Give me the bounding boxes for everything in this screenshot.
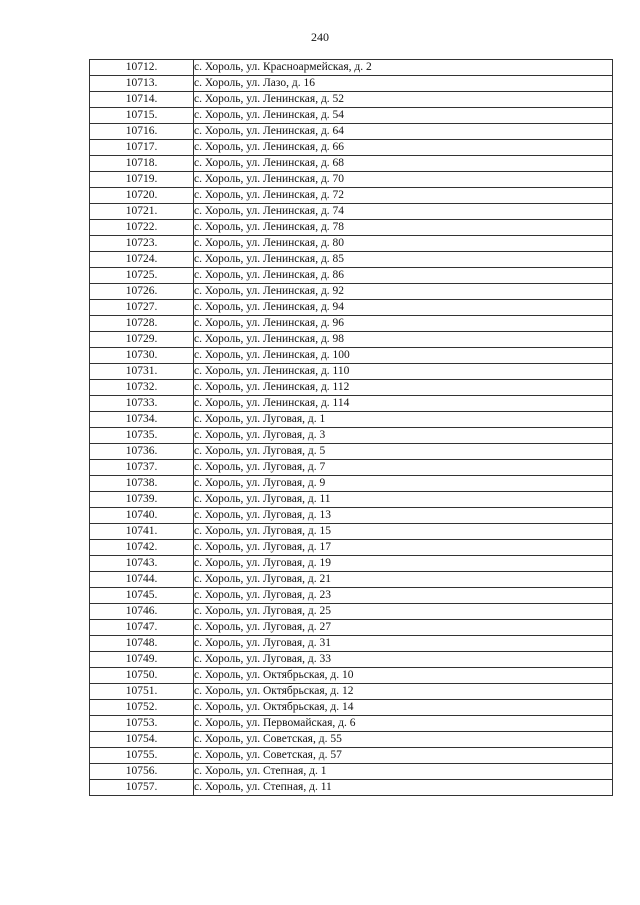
table-row (90, 540, 613, 556)
table-row (90, 556, 613, 572)
row-number: 10714. (90, 92, 194, 108)
table-row (90, 604, 613, 620)
row-address: с. Хороль, ул. Ленинская, д. 80 (194, 236, 613, 252)
row-address: с. Хороль, ул. Ленинская, д. 64 (194, 124, 613, 140)
row-number: 10728. (90, 316, 194, 332)
table-row (90, 508, 613, 524)
table-row (90, 572, 613, 588)
row-number: 10732. (90, 380, 194, 396)
table-row (90, 108, 613, 124)
table-row (90, 524, 613, 540)
row-address: с. Хороль, ул. Лазо, д. 16 (194, 76, 613, 92)
table-row (90, 172, 613, 188)
row-address: с. Хороль, ул. Луговая, д. 19 (194, 556, 613, 572)
table-row (90, 620, 613, 636)
table-row (90, 188, 613, 204)
row-address: с. Хороль, ул. Ленинская, д. 52 (194, 92, 613, 108)
row-number: 10757. (90, 780, 194, 796)
table-row (90, 364, 613, 380)
row-number: 10715. (90, 108, 194, 124)
table-row (90, 76, 613, 92)
row-number: 10746. (90, 604, 194, 620)
table-row (90, 268, 613, 284)
table-row (90, 252, 613, 268)
row-number: 10736. (90, 444, 194, 460)
table-row (90, 348, 613, 364)
table-row (90, 444, 613, 460)
row-address: с. Хороль, ул. Луговая, д. 1 (194, 412, 613, 428)
row-number: 10742. (90, 540, 194, 556)
row-address: с. Хороль, ул. Ленинская, д. 114 (194, 396, 613, 412)
row-address: с. Хороль, ул. Луговая, д. 9 (194, 476, 613, 492)
row-number: 10745. (90, 588, 194, 604)
table-row (90, 380, 613, 396)
row-number: 10730. (90, 348, 194, 364)
row-address: с. Хороль, ул. Ленинская, д. 94 (194, 300, 613, 316)
table-row (90, 396, 613, 412)
row-address: с. Хороль, ул. Луговая, д. 27 (194, 620, 613, 636)
row-number: 10748. (90, 636, 194, 652)
row-number: 10752. (90, 700, 194, 716)
table-row (90, 684, 613, 700)
row-address: с. Хороль, ул. Советская, д. 55 (194, 732, 613, 748)
row-number: 10723. (90, 236, 194, 252)
table-body (90, 60, 613, 796)
row-address: с. Хороль, ул. Ленинская, д. 70 (194, 172, 613, 188)
table-row (90, 412, 613, 428)
row-address: с. Хороль, ул. Степная, д. 11 (194, 780, 613, 796)
row-address: с. Хороль, ул. Октябрьская, д. 10 (194, 668, 613, 684)
table-row (90, 284, 613, 300)
row-number: 10719. (90, 172, 194, 188)
table-row (90, 700, 613, 716)
row-address: с. Хороль, ул. Ленинская, д. 78 (194, 220, 613, 236)
row-number: 10721. (90, 204, 194, 220)
row-address: с. Хороль, ул. Ленинская, д. 54 (194, 108, 613, 124)
row-address: с. Хороль, ул. Ленинская, д. 112 (194, 380, 613, 396)
table-row (90, 428, 613, 444)
row-number: 10734. (90, 412, 194, 428)
row-number: 10712. (90, 60, 194, 76)
table-row (90, 60, 613, 76)
table-row (90, 300, 613, 316)
row-address: с. Хороль, ул. Ленинская, д. 66 (194, 140, 613, 156)
row-address: с. Хороль, ул. Луговая, д. 3 (194, 428, 613, 444)
row-number: 10722. (90, 220, 194, 236)
row-number: 10753. (90, 716, 194, 732)
row-address: с. Хороль, ул. Советская, д. 57 (194, 748, 613, 764)
row-number: 10717. (90, 140, 194, 156)
table-row (90, 332, 613, 348)
row-number: 10718. (90, 156, 194, 172)
table-row (90, 316, 613, 332)
row-address: с. Хороль, ул. Луговая, д. 5 (194, 444, 613, 460)
row-number: 10716. (90, 124, 194, 140)
table-row (90, 220, 613, 236)
table-row (90, 732, 613, 748)
row-address: с. Хороль, ул. Луговая, д. 21 (194, 572, 613, 588)
row-number: 10747. (90, 620, 194, 636)
row-address: с. Хороль, ул. Октябрьская, д. 12 (194, 684, 613, 700)
row-address: с. Хороль, ул. Первомайская, д. 6 (194, 716, 613, 732)
table-row (90, 124, 613, 140)
row-address: с. Хороль, ул. Ленинская, д. 68 (194, 156, 613, 172)
row-address: с. Хороль, ул. Ленинская, д. 96 (194, 316, 613, 332)
row-number: 10755. (90, 748, 194, 764)
table-row (90, 716, 613, 732)
row-address: с. Хороль, ул. Степная, д. 1 (194, 764, 613, 780)
row-number: 10726. (90, 284, 194, 300)
row-address: с. Хороль, ул. Луговая, д. 15 (194, 524, 613, 540)
row-address: с. Хороль, ул. Луговая, д. 11 (194, 492, 613, 508)
row-address: с. Хороль, ул. Ленинская, д. 110 (194, 364, 613, 380)
table-row (90, 92, 613, 108)
row-address: с. Хороль, ул. Ленинская, д. 72 (194, 188, 613, 204)
row-number: 10724. (90, 252, 194, 268)
row-number: 10744. (90, 572, 194, 588)
row-number: 10750. (90, 668, 194, 684)
table-row (90, 588, 613, 604)
row-number: 10739. (90, 492, 194, 508)
table-row (90, 492, 613, 508)
row-address: с. Хороль, ул. Ленинская, д. 100 (194, 348, 613, 364)
row-number: 10733. (90, 396, 194, 412)
row-address: с. Хороль, ул. Луговая, д. 25 (194, 604, 613, 620)
row-number: 10735. (90, 428, 194, 444)
row-number: 10720. (90, 188, 194, 204)
table-row (90, 764, 613, 780)
row-number: 10737. (90, 460, 194, 476)
row-number: 10738. (90, 476, 194, 492)
table-row (90, 476, 613, 492)
row-number: 10725. (90, 268, 194, 284)
row-number: 10741. (90, 524, 194, 540)
row-number: 10756. (90, 764, 194, 780)
table-row (90, 636, 613, 652)
row-address: с. Хороль, ул. Луговая, д. 17 (194, 540, 613, 556)
table-row (90, 204, 613, 220)
address-registry-table (89, 59, 613, 796)
row-address: с. Хороль, ул. Красноармейская, д. 2 (194, 60, 613, 76)
table-row (90, 156, 613, 172)
row-address: с. Хороль, ул. Луговая, д. 33 (194, 652, 613, 668)
row-address: с. Хороль, ул. Ленинская, д. 98 (194, 332, 613, 348)
row-address: с. Хороль, ул. Ленинская, д. 85 (194, 252, 613, 268)
row-number: 10729. (90, 332, 194, 348)
row-address: с. Хороль, ул. Луговая, д. 23 (194, 588, 613, 604)
row-number: 10727. (90, 300, 194, 316)
row-number: 10731. (90, 364, 194, 380)
row-address: с. Хороль, ул. Ленинская, д. 74 (194, 204, 613, 220)
row-number: 10751. (90, 684, 194, 700)
row-number: 10749. (90, 652, 194, 668)
table-row (90, 460, 613, 476)
row-number: 10713. (90, 76, 194, 92)
table-row (90, 780, 613, 796)
table-row (90, 668, 613, 684)
row-number: 10743. (90, 556, 194, 572)
table-row (90, 236, 613, 252)
table-row (90, 652, 613, 668)
row-number: 10754. (90, 732, 194, 748)
page-number: 240 (311, 30, 329, 44)
row-number: 10740. (90, 508, 194, 524)
row-address: с. Хороль, ул. Луговая, д. 31 (194, 636, 613, 652)
table-row (90, 748, 613, 764)
row-address: с. Хороль, ул. Луговая, д. 7 (194, 460, 613, 476)
table-row (90, 140, 613, 156)
row-address: с. Хороль, ул. Октябрьская, д. 14 (194, 700, 613, 716)
row-address: с. Хороль, ул. Луговая, д. 13 (194, 508, 613, 524)
row-address: с. Хороль, ул. Ленинская, д. 92 (194, 284, 613, 300)
row-address: с. Хороль, ул. Ленинская, д. 86 (194, 268, 613, 284)
